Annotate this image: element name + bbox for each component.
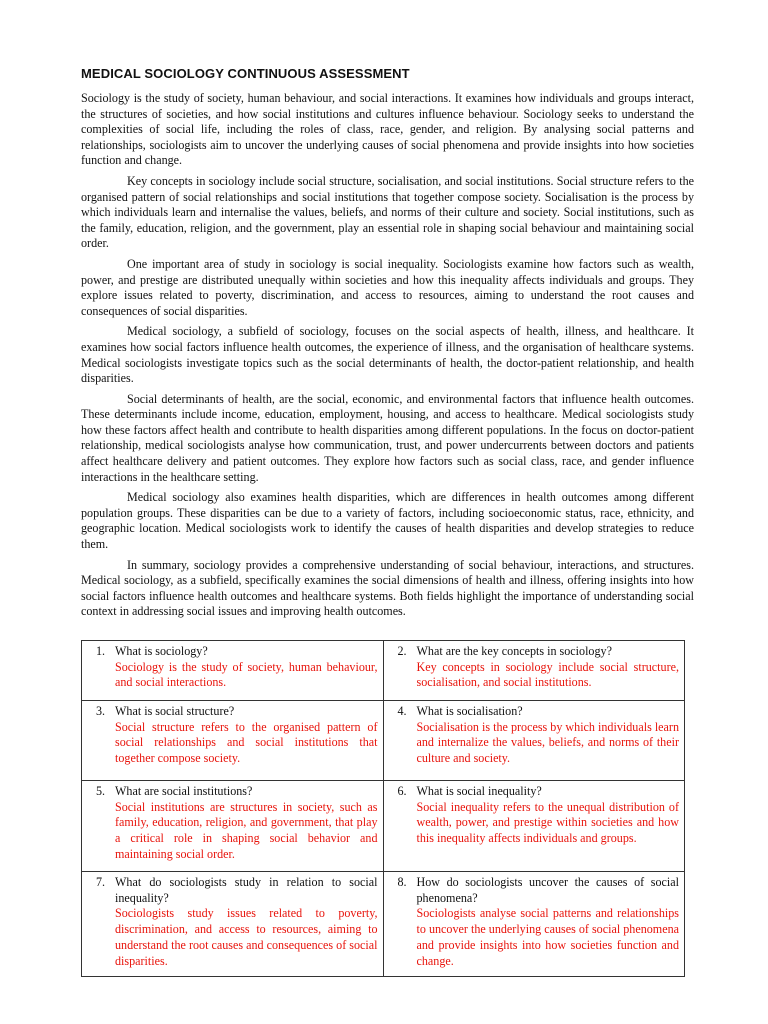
question-number: 1. [95,644,106,658]
table-row [82,701,685,781]
answer-text: Sociologists study issues related to poverty, discrimination, and access to resources, aiming to understand the root causes and consequences of social disparities. [115,906,378,968]
question-text: What is social inequality? [416,784,542,798]
question-number: 8. [397,875,407,889]
question-number: 5. [95,784,106,798]
question-number: 7. [95,875,106,889]
question-text: What is social structure? [115,704,235,718]
answer-text: Social inequality refers to the unequal distribution of wealth, power, and prestige within societies and how this inequality affects individuals and groups. [416,799,679,846]
answer-text: Social structure refers to the organised pattern of social relationships and social institutions that together compose society. [115,719,378,766]
question-text: What are social institutions? [115,784,253,798]
question-number: 2. [397,644,407,658]
question-number: 3. [95,704,106,718]
qa-cell [383,641,685,701]
question-text: What is socialisation? [416,704,523,718]
qa-cell [383,701,685,781]
answer-text: Sociology is the study of society, human behaviour, and social interactions. [115,659,378,690]
question-number: 4. [397,704,407,718]
question-text: How do sociologists uncover the causes of social phenomena? [416,875,679,905]
answer-text: Key concepts in sociology include social structure, socialisation, and social institutions. [416,659,679,690]
qa-cell [383,781,685,872]
question-text: What do sociologists study in relation to social inequality? [115,875,378,905]
paragraph-key-concepts: Key concepts in sociology include social structure, socialisation, and social institutions. Social structure refers to the organised pattern of social relationships and social institutions that together compose society. Socialisation is the process by which individuals learn and internalise the values, beliefs, and norms of their culture and society. Social institutions, such as the family, education, religion, and the government, play an essential role in shaping social behaviour and maintaining social order. [81,173,694,251]
question-number: 6. [397,784,407,798]
table-row [82,641,685,701]
qa-cell [82,701,384,781]
paragraph-social-determinants: Social determinants of health, are the social, economic, and environmental factors that influence health outcomes. These determinants include income, education, employment, housing, and access to healthcare. Medical sociologists study how these factors affect health and contribute to health disparities among different populations. In the focus on doctor-patient relationship, medical sociologists analyse how communication, trust, and power undercurrents between doctors and patients affect healthcare delivery and patient outcomes. They explore how factors such as social class, race, and gender influence interactions in the healthcare setting. [81,391,694,484]
paragraph-social-inequality: One important area of study in sociology is social inequality. Sociologists examine how factors such as wealth, power, and prestige are distributed unequally within societies and how this inequality affects individuals and groups. They explore issues related to poverty, discrimination, and access to resources, aiming to understand the root causes and consequences of social disparities. [81,256,694,318]
question-text: What is sociology? [115,644,208,658]
qa-cell [82,781,384,872]
qa-cell [82,872,384,977]
answer-text: Social institutions are structures in society, such as family, education, religion, and government, that play a critical role in shaping social behavior and maintaining social order. [115,799,378,861]
document-title: MEDICAL SOCIOLOGY CONTINUOUS ASSESSMENT [81,66,410,81]
qa-cell [82,641,384,701]
question-text: What are the key concepts in sociology? [416,644,612,658]
table-row [82,781,685,872]
paragraph-intro: Sociology is the study of society, human behaviour, and social interactions. It examines how individuals and groups interact, the structures of societies, and how social institutions and cultures influence behaviour. Sociology seeks to understand the complexities of social life, including the roles of class, race, gender, and religion. By analysing social patterns and relationships, sociologists aim to uncover the underlying causes of social phenomena and provide insights into how societies function and change. [81,91,694,168]
answer-text: Socialisation is the process by which individuals learn and internalize the values, beliefs, and norms of their culture and society. [416,719,679,766]
paragraph-medical-sociology: Medical sociology, a subfield of sociology, focuses on the social aspects of health, illness, and healthcare. It examines how social factors influence health outcomes, the experience of illness, and the organisation of healthcare systems. Medical sociologists investigate topics such as the social determinants of health, the doctor-patient relationship, and health disparities. [81,324,694,386]
qa-cell [383,872,685,977]
table-row [82,872,685,977]
paragraph-health-disparities: Medical sociology also examines health disparities, which are differences in health outcomes among different population groups. These disparities can be due to a variety of factors, including socioeconomic status, race, ethnicity, and geographic location. Medical sociologists work to identify the causes of health disparities and develop strategies to reduce them. [81,490,694,552]
paragraph-summary: In summary, sociology provides a comprehensive understanding of social behaviour, interactions, and structures. Medical sociology, as a subfield, specifically examines the social dimensions of health and illness, offering insights into how social factors influence health outcomes and healthcare systems. Both fields highlight the importance of understanding social context in addressing social issues and improving health outcomes. [81,557,694,619]
answer-text: Sociologists analyse social patterns and relationships to uncover the underlying causes of social phenomena and provide insights into how societies function and change. [416,906,679,968]
qa-table [81,640,685,977]
